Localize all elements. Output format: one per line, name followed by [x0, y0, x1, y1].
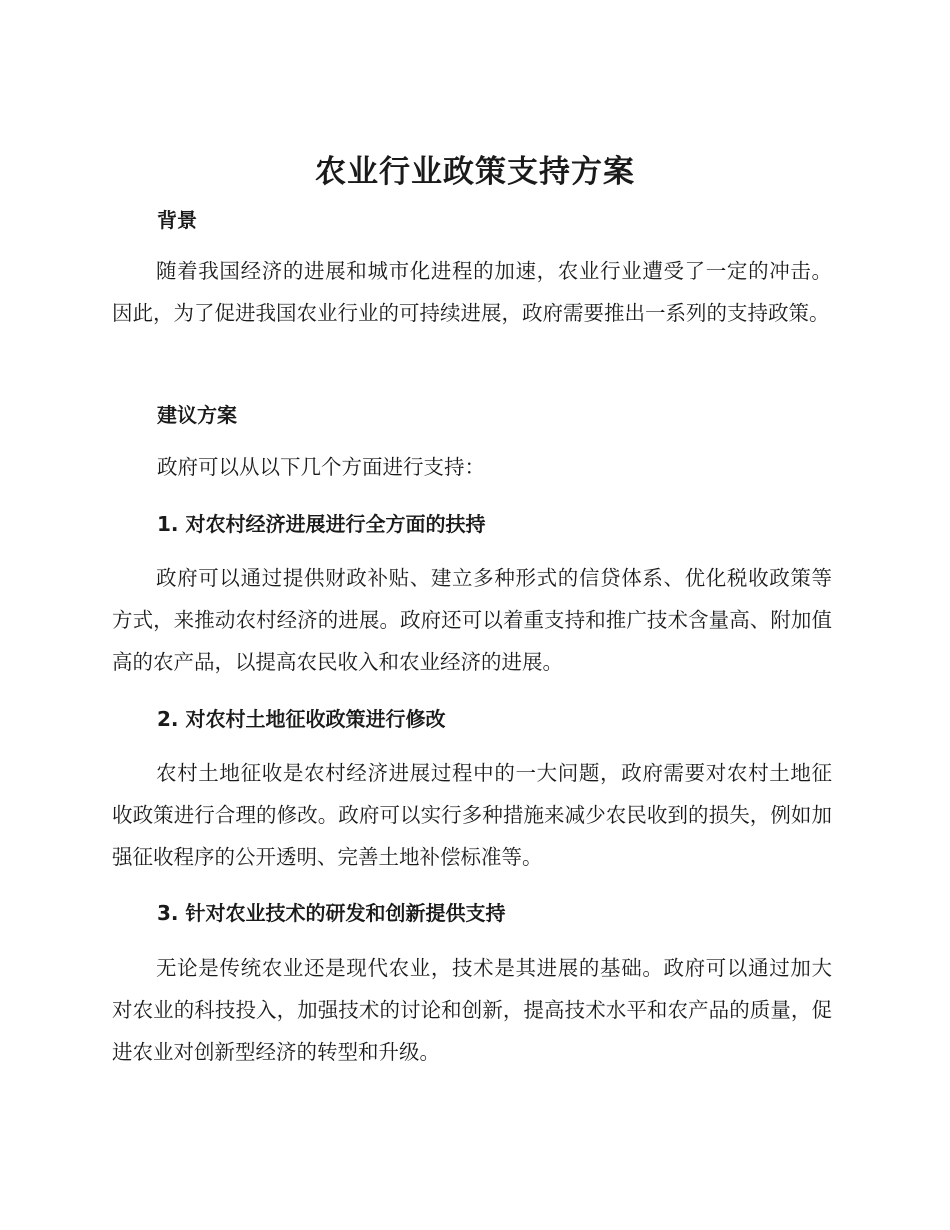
proposal-lead-text: 政府可以从以下几个方面进行支持：	[157, 455, 485, 479]
land-policy-paragraph: 农村土地征收是农村经济进展过程中的一大问题，政府需要对农村土地征收政策进行合理的修改。政府可以实行多种措施来减少农民收到的损失，例如加强征收程序的公开透明、完善土地补偿标准等。	[112, 761, 832, 869]
rural-economy-paragraph: 政府可以通过提供财政补贴、建立多种形式的信贷体系、优化税收政策等方式，来推动农村经济的进展。政府还可以着重支持和推广技术含量高、附加值高的农产品，以提高农民收入和农业经济的进展。	[112, 566, 832, 674]
section-heading-rural-economy: 1. 对农村经济进展进行全方面的扶持	[157, 512, 486, 536]
document-title: 农业行业政策支持方案	[315, 154, 635, 190]
section-heading-background: 背景	[157, 208, 197, 232]
section-heading-proposal: 建议方案	[157, 403, 237, 427]
section-heading-technology: 3. 针对农业技术的研发和创新提供支持	[157, 901, 506, 925]
technology-paragraph: 无论是传统农业还是现代农业，技术是其进展的基础。政府可以通过加大对农业的科技投入，加强技术的讨论和创新，提高技术水平和农产品的质量，促进农业对创新型经济的转型和升级。	[112, 956, 832, 1064]
background-paragraph: 随着我国经济的进展和城市化进程的加速，农业行业遭受了一定的冲击。因此，为了促进我国农业行业的可持续进展，政府需要推出一系列的支持政策。	[112, 259, 832, 325]
section-heading-land-policy: 2. 对农村土地征收政策进行修改	[157, 707, 446, 731]
